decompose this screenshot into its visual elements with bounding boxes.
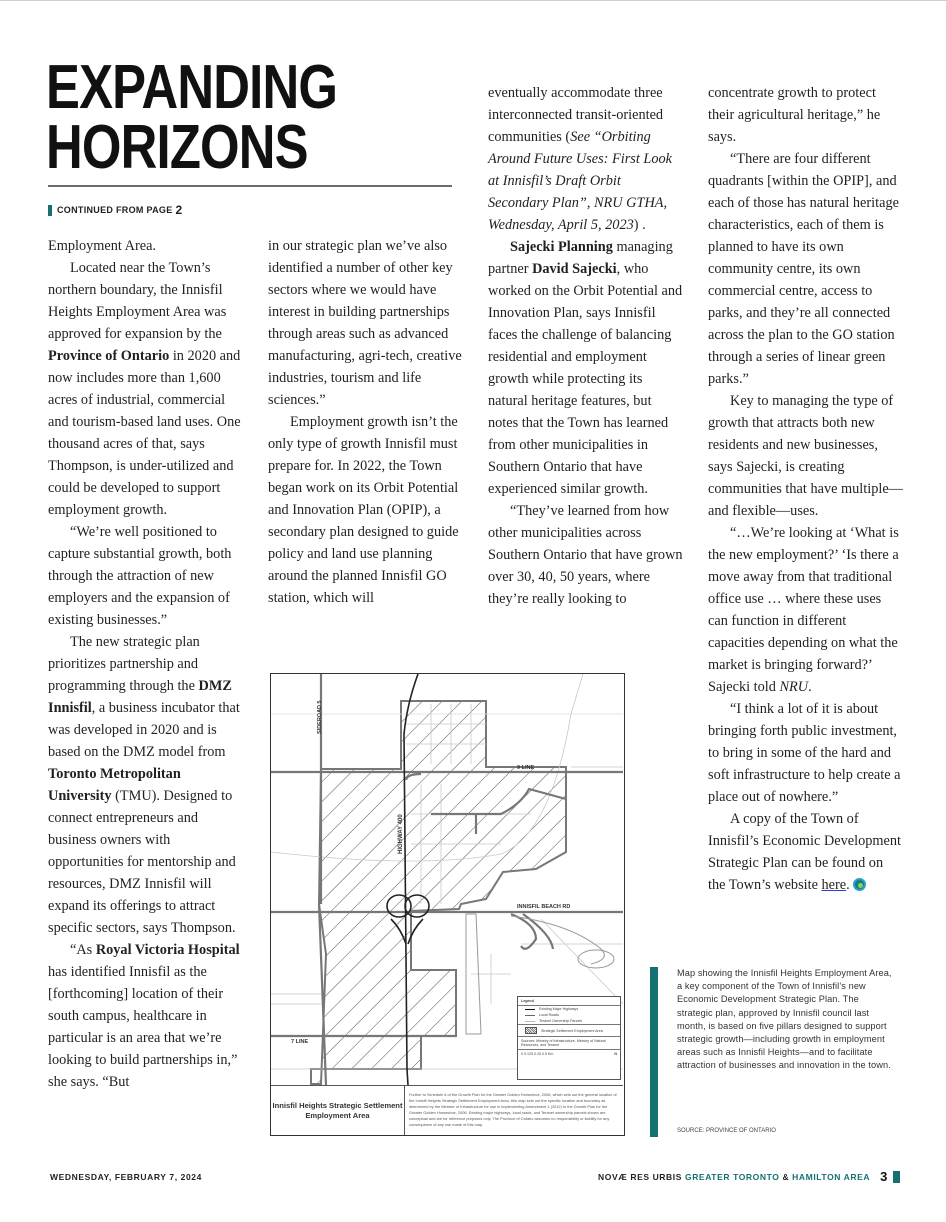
- continued-text: CONTINUED FROM PAGE: [57, 205, 173, 215]
- legend-item: Local Roads: [518, 1012, 620, 1018]
- org-name: Royal Victoria Hospital: [95, 942, 240, 958]
- legend-item: Strategic Settlement Employment Area: [518, 1024, 620, 1036]
- teal-page-marker: [893, 1171, 900, 1183]
- region-name: HAMILTON AREA: [792, 1171, 871, 1182]
- article-column-3: [488, 82, 684, 610]
- article-column-2: [268, 235, 464, 609]
- article-column-1: [48, 235, 244, 1093]
- ampersand: &: [782, 1171, 790, 1182]
- headline-line-2: HORIZONS: [46, 113, 308, 182]
- paragraph: “There are four different quadrants [within the OPIP], and each of those has natural heritage characteristics, each of them is planned to have its own community centre, its own commercial centre, access to parks, and they’re all connected across the plan to the GO station through a series of linear green parks.”: [708, 151, 899, 387]
- paragraph: Located near the Town’s northern boundary, the Innisfil Heights Employment Area was approved for expansion by the Province of Ontario in 2020 and now includes more than 1,600 acres of industrial, commercial and tourism-based land uses. One thousand acres of that, says Thompson, is under-utilized and could be developed to support employment growth.: [48, 260, 241, 518]
- paragraph: “As Royal Victoria Hospital has identified Innisfil as the [forthcoming] location of their south campus, healthcare in particular is an area that we’re looking to build partnerships in,” she says. “But: [48, 942, 240, 1090]
- paragraph: “…We’re looking at ‘What is the new employment?’ ‘Is there a move away from that traditional office use … where these uses can function in different capacities depending on what the market is bringing forward?’ Sajecki told NRU.: [708, 525, 899, 695]
- legend-sources: Sources: Ministry of Infrastructure, Ministry of Natural Resources, and Teranet: [518, 1036, 620, 1049]
- org-name: Sajecki Planning: [510, 239, 613, 255]
- map-disclaimer: Further to Schedule 6 of the Growth Plan for the Greater Golden Horseshoe, 2006, which sets out the general location of the Innisfil Heights Strategic Settlement Employment Area, this map sets out the specific location and boundary as determined by the Minister of Infrastructure for use in implementing Amendment 1 (2012) to the Growth Plan for the Greater Golden Horseshoe, 2006. Existing major highways, local roads, and Teranet ownership parcels shown are conceptual and are for reference purposes only. The Province of Ontario assumes no responsibility or liability for any consequence of any use made of this map.: [405, 1085, 623, 1135]
- north-arrow-icon: N: [614, 1052, 617, 1056]
- paragraph: The new strategic plan prioritizes partnership and programming through the DMZ Innisfil, a business incubator that was developed in 2020 and is based on the DMZ model from Toronto Metropolitan University (TMU). Designed to connect entrepreneurs and business owners with opportunities for mentorship and resources, DMZ Innisfil will expand its offerings to attract specific sectors, says Thompson.: [48, 634, 240, 936]
- headline-line-1: EXPANDING: [46, 53, 338, 122]
- hatch-swatch-icon: [525, 1027, 537, 1034]
- paragraph: Sajecki Planning managing partner David Sajecki, who worked on the Orbit Potential and Innovation Plan, says Innisfil faces the challenge of balancing residential and employment growth while protecting its natural heritage features, but notes that the Town has learned from other municipalities in Southern Ontario that have experienced similar growth.: [488, 239, 683, 497]
- paragraph: “I think a lot of it is about bringing forth public investment, to bring in some of the hard and soft infrastructure to help create a place out of nowhere.”: [708, 701, 901, 805]
- paragraph: eventually accommodate three interconnected transit-oriented communities (See “Orbiting Around Future Uses: First Look at Innisfil’s Draft Orbit Secondary Plan”, NRU GTHA, Wednesday, April 5, 2023) .: [488, 85, 672, 233]
- headline-rule: [48, 185, 452, 187]
- continued-page-number: 2: [175, 203, 183, 217]
- map-legend: [517, 996, 621, 1080]
- map-figure: [270, 673, 625, 1136]
- paragraph: Employment Area.: [48, 238, 156, 254]
- legend-title: Legend: [518, 997, 620, 1006]
- road-label-9-line: 9 LINE: [517, 765, 535, 771]
- region-name: GREATER TORONTO: [684, 1171, 780, 1182]
- top-border: [0, 0, 946, 1]
- article-column-4: [708, 82, 904, 896]
- publication-footer: [598, 1169, 900, 1184]
- cross-reference: See “Orbiting Around Future Uses: First Look at Innisfil’s Draft Orbit Secondary Plan”, NRU GTHA, Wednesday, April 5, 2023: [488, 129, 672, 233]
- org-name: Toronto Metropolitan University: [48, 766, 181, 804]
- publication-name: NRU: [779, 679, 809, 695]
- website-link[interactable]: here: [821, 877, 847, 893]
- paragraph: Employment growth isn’t the only type of growth Innisfil must prepare for. In 2022, the Town began work on its Orbit Potential and Innovation Plan (OPIP), a secondary plan designed to guide policy and land use planning around the planned Innisfil GO station, which will: [268, 414, 459, 606]
- issue-date: WEDNESDAY, FEBRUARY 7, 2024: [50, 1172, 202, 1182]
- legend-item: Existing Major Highways: [518, 1006, 620, 1012]
- caption-accent-bar: [650, 967, 658, 1137]
- publication-name: NOVÆ RES URBIS: [598, 1171, 683, 1182]
- paragraph: A copy of the Town of Innisfil’s Economic Development Strategic Plan can be found on the Town’s website here.: [708, 811, 901, 893]
- page-number: 3: [880, 1169, 888, 1184]
- road-label-sideroad: SIDEROAD 5: [317, 700, 323, 734]
- paragraph: “We’re well positioned to capture substantial growth, both through the attraction of new employers and the expansion of existing businesses.”: [48, 524, 232, 628]
- paragraph: in our strategic plan we’ve also identified a number of other key sectors where we would have interest in building partnerships through areas such as advanced manufacturing, agri-tech, creative industries, tourism and life sciences.”: [268, 238, 462, 408]
- road-label-7-line: 7 LINE: [291, 1039, 309, 1045]
- caption-text: Map showing the Innisfil Heights Employment Area, a key component of the Town of Innisfil’s new Economic Development Strategic Plan. The strategic plan, approved by Innisfil council last month, is based on five pillars designed to support strategic growth—including growth in employment areas such as Innisfil Heights—and to facilitate attraction of businesses and innovation in the town.: [677, 968, 892, 1072]
- person-name: David Sajecki: [532, 261, 617, 277]
- map-title: Innisfil Heights Strategic Settlement Employment Area: [271, 1085, 405, 1135]
- road-label-highway-400: HIGHWAY 400: [398, 814, 404, 854]
- continued-from-label: [48, 203, 183, 217]
- paragraph: “They’ve learned from how other municipalities across Southern Ontario that have grown over 30, 40, 50 years, where they’re really looking to: [488, 503, 683, 607]
- caption-source: SOURCE: PROVINCE OF ONTARIO: [677, 1128, 776, 1134]
- legend-item: Teranet Ownership Parcels: [518, 1018, 620, 1024]
- org-name: DMZ Innisfil: [48, 678, 232, 716]
- nru-end-mark-icon: [853, 878, 866, 891]
- org-name: Province of Ontario: [48, 348, 170, 364]
- road-label-innisfil-beach-rd: INNISFIL BEACH RD: [517, 904, 571, 910]
- headline: [46, 53, 338, 182]
- paragraph: Key to managing the type of growth that attracts both new residents and new businesses, says Sajecki, is creating communities that have multiple—and flexible—uses.: [708, 393, 903, 519]
- legend-scale: 0 0.125 0.25 0.5 Km N: [518, 1049, 620, 1058]
- paragraph: concentrate growth to protect their agricultural heritage,” he says.: [708, 85, 881, 145]
- teal-marker: [48, 205, 52, 216]
